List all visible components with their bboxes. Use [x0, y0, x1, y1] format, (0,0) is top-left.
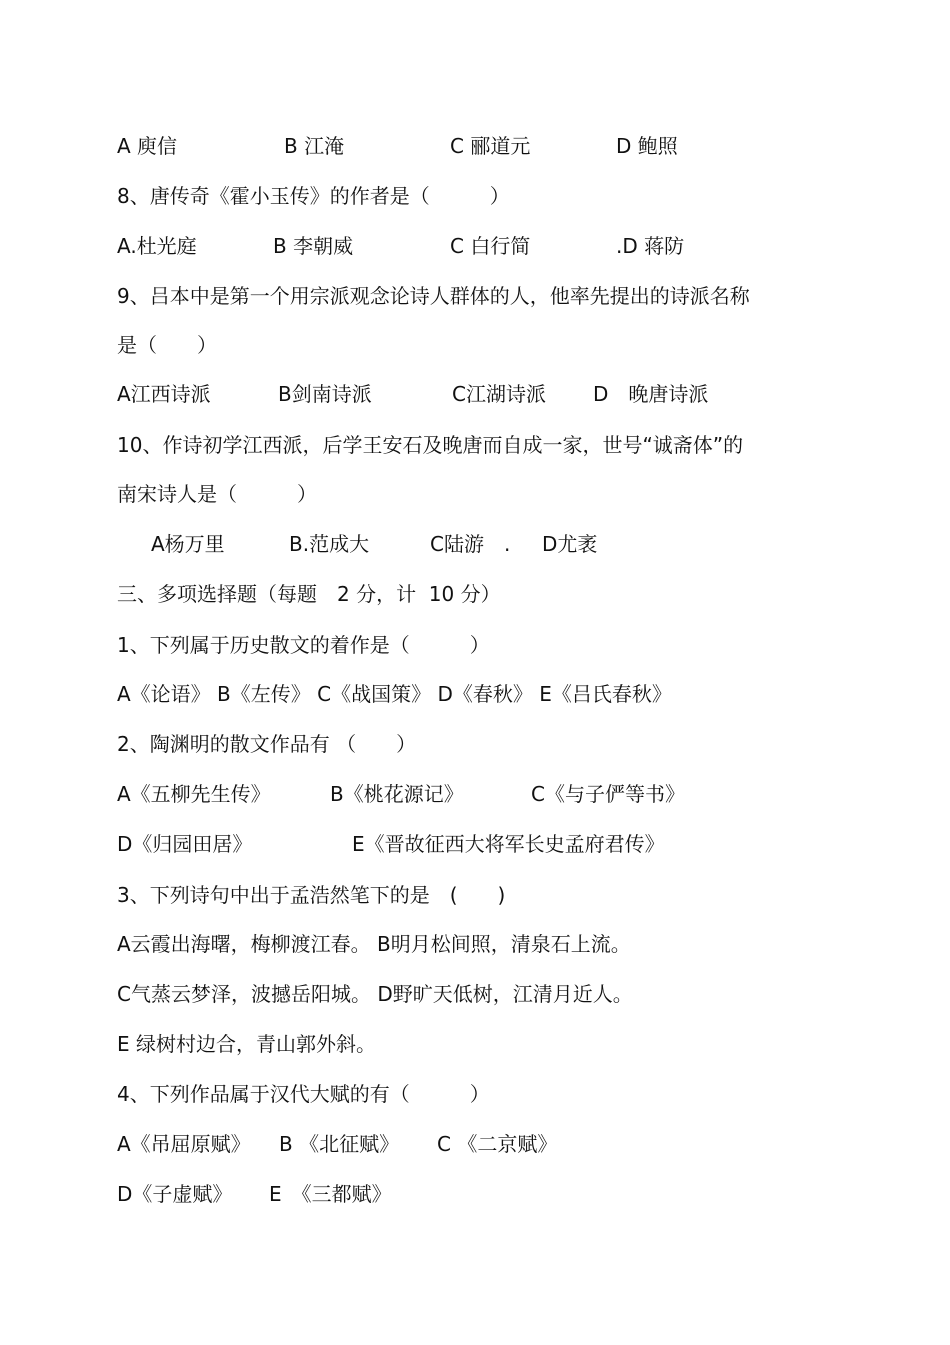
mq2-stem: 2、陶渊明的散文作品有 （ ）	[117, 732, 417, 756]
mq3-options-row1: A云霞出海曙，梅柳渡江春。 B明月松间照，清泉石上流。	[117, 932, 631, 956]
mq4-option-e: E 《三都赋》	[269, 1182, 392, 1206]
q7-option-b: B 江淹	[284, 134, 345, 158]
q9-option-b: B剑南诗派	[278, 382, 372, 406]
mq4-stem: 4、下列作品属于汉代大赋的有（ ）	[117, 1082, 490, 1106]
mq2-option-e: E《晋故征西大将军长史孟府君传》	[352, 832, 665, 856]
q7-option-d: D 鲍照	[616, 134, 678, 158]
q9-option-a: A江西诗派	[117, 382, 211, 406]
mq1-stem: 1、下列属于历史散文的着作是（ ）	[117, 633, 490, 657]
mq3-stem: 3、下列诗句中出于孟浩然笔下的是 ( )	[117, 883, 506, 907]
q10-option-b: B.范成大	[289, 532, 370, 556]
q9-option-d: D 晚唐诗派	[593, 382, 709, 406]
mq2-option-b: B《桃花源记》	[330, 782, 464, 806]
q10-option-d: D尤袤	[542, 532, 598, 556]
mq3-options-row2: C气蒸云梦泽，波撼岳阳城。 D野旷天低树，江清月近人。	[117, 982, 633, 1006]
mq1-options: A《论语》 B《左传》 C《战国策》 D《春秋》 E《吕氏春秋》	[117, 682, 672, 706]
q8-option-c: C 白行简	[450, 234, 531, 258]
q9-stem-line1: 9、吕本中是第一个用宗派观念论诗人群体的人，他率先提出的诗派名称	[117, 284, 750, 308]
mq2-option-d: D《归园田居》	[117, 832, 253, 856]
mq2-option-c: C《与子俨等书》	[531, 782, 685, 806]
mq4-option-d: D《子虚赋》	[117, 1182, 233, 1206]
q9-stem-line2: 是（ ）	[117, 333, 217, 357]
q8-option-d: .D 蒋防	[616, 234, 685, 258]
q10-stem-line2: 南宋诗人是（ ）	[117, 482, 317, 506]
section-title-multiple-choice: 三、多项选择题（每题 2 分，计 10 分）	[117, 582, 501, 606]
mq2-option-a: A《五柳先生传》	[117, 782, 271, 806]
q8-option-b: B 李朝威	[273, 234, 354, 258]
q10-option-a: A杨万里	[151, 532, 225, 556]
mq4-option-b: B 《北征赋》	[279, 1132, 400, 1156]
q10-stem-line1: 10、作诗初学江西派，后学王安石及晚唐而自成一家，世号“诚斋体”的	[117, 433, 744, 457]
q8-stem: 8、唐传奇《霍小玉传》的作者是（ ）	[117, 184, 510, 208]
q8-option-a: A.杜光庭	[117, 234, 197, 258]
q7-option-c: C 郦道元	[450, 134, 531, 158]
q10-option-c: C陆游 .	[430, 532, 511, 556]
mq4-option-a: A《吊屈原赋》	[117, 1132, 251, 1156]
q7-option-a: A 庾信	[117, 134, 178, 158]
mq3-options-row3: E 绿树村边合，青山郭外斜。	[117, 1032, 376, 1056]
mq4-option-c: C 《二京赋》	[437, 1132, 558, 1156]
q9-option-c: C江湖诗派	[452, 382, 546, 406]
